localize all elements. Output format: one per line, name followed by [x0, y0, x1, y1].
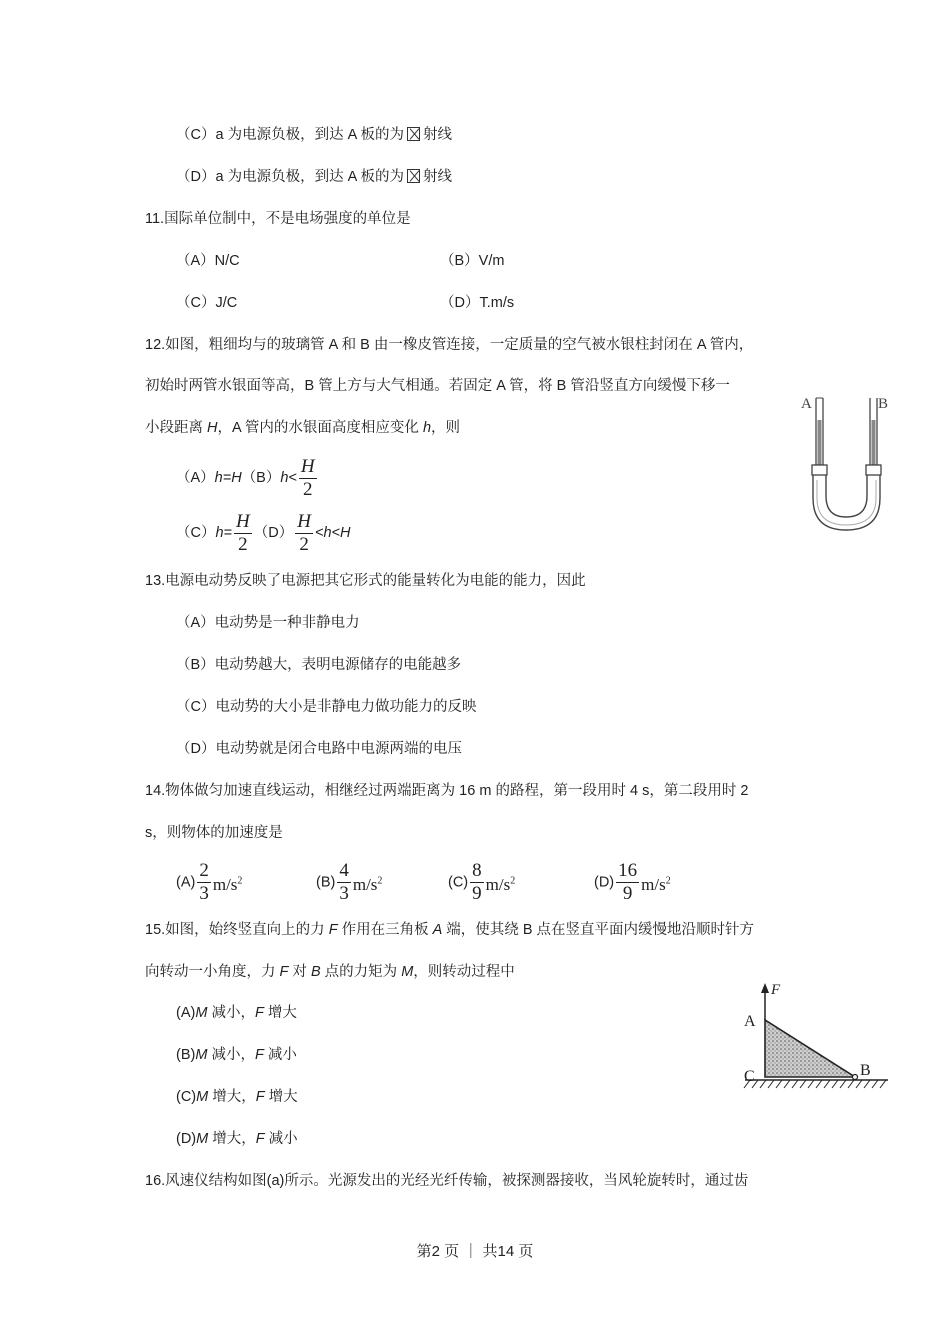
q14-option-d: (D) $\frac{16}{9}$ $m/s^2$ [594, 860, 671, 905]
unit: $m/s^2$ [212, 874, 243, 894]
fraction: $\frac{4}{3}$ [339, 860, 349, 905]
q15-option-b: (B)M 减小，F 减小 [176, 1047, 297, 1063]
q16-stem-line1: 16.风速仪结构如图(a)所示。光源发出的光经光纤传输，被探测器接收，当风轮旋转时，通过齿 [145, 1173, 749, 1189]
q12-stem-line2: 初始时两管水银面等高，B 管上方与大气相通。若固定 A 管，将 B 管沿竖直方向缓慢下移一 [145, 378, 730, 394]
q13-option-a: （A）电动势是一种非静电力 [176, 615, 360, 631]
q11-option-c: （C）J/C [176, 295, 238, 311]
unit: $m/s^2$ [641, 874, 671, 894]
q15-stem-line2: 向转动一小角度，力 F 对 B 点的力矩为 M，则转动过程中 [145, 964, 515, 980]
q13-stem: 13.电源电动势反映了电源把其它形式的能量转化为电能的能力，因此 [145, 573, 586, 589]
q14-stem-line1: 14.物体做匀加速直线运动，相继经过两端距离为 16 m 的路程，第一段用时 4 s，第二段用时 2 [145, 783, 749, 799]
q14-option-c: (C) $\frac{8}{9}$ $m/s^2$ [448, 860, 516, 905]
fraction: $\frac{8}{9}$ [472, 860, 482, 905]
missing-glyph-icon [407, 127, 420, 141]
q10-option-d: （D）a 为电源负极，到达 A 板的为 射线 [176, 169, 452, 185]
q12-stem-line3: 小段距离 H，A 管内的水银面高度相应变化 h，则 [145, 420, 461, 436]
point-a-label: A [744, 1013, 756, 1030]
q11-option-d: （D）T.m/s [440, 295, 515, 311]
q15-option-c: (C)M 增大，F 增大 [176, 1089, 298, 1105]
point-c-label: C [744, 1068, 755, 1085]
q11-stem: 11.国际单位制中，不是电场强度的单位是 [145, 211, 411, 227]
q10-option-c: （C）a 为电源负极，到达 A 板的为 射线 [176, 127, 452, 143]
fraction: $\frac{H}{2}$ [236, 510, 250, 555]
q13-option-c: （C）电动势的大小是非静电力做功能力的反映 [176, 699, 477, 715]
page-footer: 第2 页 ｜ 共14 页 [416, 1243, 534, 1260]
force-label: F [771, 982, 781, 998]
tube-a-label: A [801, 396, 812, 412]
q12-options-cd: （C）h= $\frac{H}{2}$ （D） $\frac{H}{2}$ <h<H [176, 510, 351, 555]
point-b-label: B [860, 1062, 871, 1079]
q15-stem-line1: 15.如图，始终竖直向上的力 F 作用在三角板 A 端，使其绕 B 点在竖直平面内缓慢地沿顺时针方 [145, 922, 755, 938]
fraction: $\frac{H}{2}$ [300, 455, 315, 500]
fraction: $\frac{2}{3}$ [199, 860, 209, 905]
triangle-board-figure [740, 980, 890, 1098]
q15-option-a: (A)M 减小，F 增大 [176, 1005, 297, 1021]
unit: $m/s^2$ [352, 874, 383, 894]
q12-options-ab: （A）h=H（B）h< $\frac{H}{2}$ [176, 455, 315, 500]
q15-option-d: (D)M 增大，F 减小 [176, 1131, 298, 1147]
q11-option-b: （B）V/m [440, 253, 505, 269]
q14-stem-line2: s，则物体的加速度是 [145, 825, 283, 841]
missing-glyph-icon [407, 169, 420, 183]
q13-option-b: （B）电动势越大，表明电源储存的电能越多 [176, 657, 462, 673]
q14-option-a: (A) $\frac{2}{3}$ $m/s^2$ [176, 860, 243, 905]
unit: $m/s^2$ [485, 874, 516, 894]
q14-option-b: (B) $\frac{4}{3}$ $m/s^2$ [316, 860, 383, 905]
q11-option-a: （A）N/C [176, 253, 240, 269]
tube-b-label: B [878, 396, 889, 412]
q12-stem-line1: 12.如图，粗细均与的玻璃管 A 和 B 由一橡皮管连接，一定质量的空气被水银柱封闭在 A 管内， [145, 337, 754, 353]
fraction: $\frac{16}{9}$ [618, 860, 638, 905]
q13-option-d: （D）电动势就是闭合电路中电源两端的电压 [176, 741, 462, 757]
fraction: $\frac{H}{2}$ [297, 510, 311, 555]
u-tube-figure [795, 390, 905, 540]
